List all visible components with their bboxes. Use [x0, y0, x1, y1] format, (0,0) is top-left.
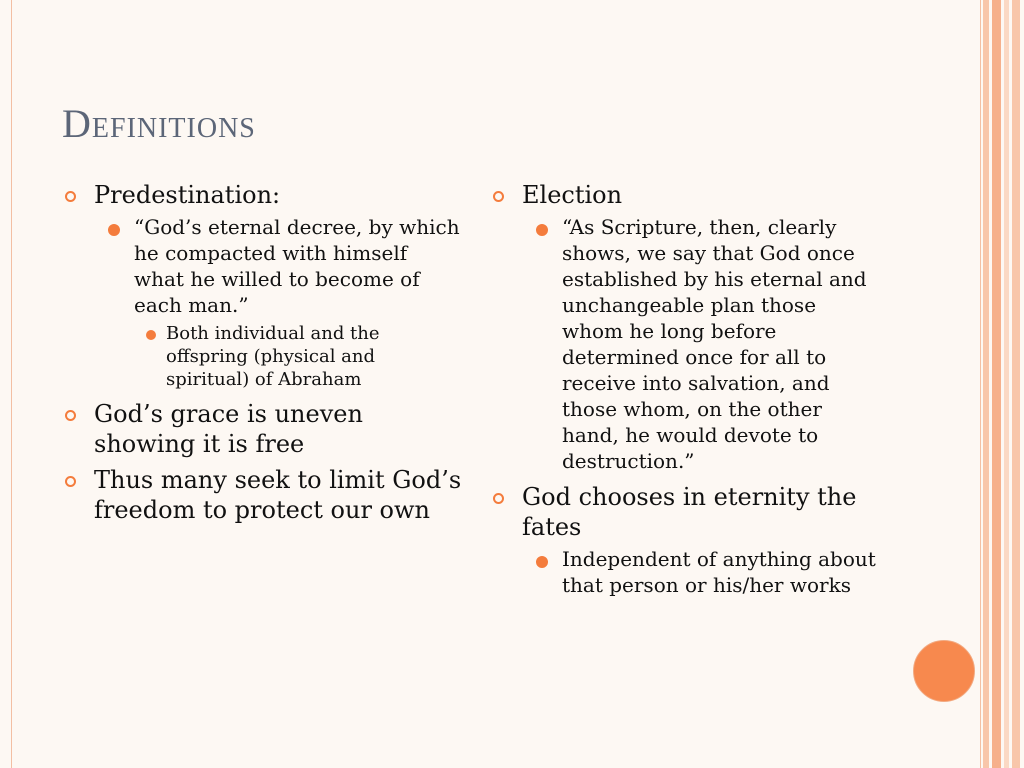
circle-bullet-icon — [146, 330, 156, 340]
slide-title: Definitions — [62, 101, 256, 146]
bullet-text: God chooses in eternity the fates — [522, 483, 857, 541]
circle-bullet-icon — [493, 493, 504, 504]
bullet-text: God’s grace is uneven showing it is free — [94, 400, 363, 458]
dot-bullet-icon — [108, 224, 120, 236]
dot-bullet-icon — [536, 224, 548, 236]
bullet-text: Independent of anything about that person or his/her works — [562, 547, 876, 597]
sub-list — [522, 214, 880, 474]
right-bullet-list — [490, 180, 880, 598]
list-item-predestination — [62, 180, 462, 391]
list-item-freedom — [62, 465, 462, 525]
bullet-text: “As Scripture, then, clearly shows, we say that God once established by his eternal and unchangeable plan those whom he long before determined once for all to receive into salvation, and those whom, on the other hand, he would devote to destruction.” — [562, 215, 867, 473]
circle-bullet-icon — [65, 191, 76, 202]
list-item-quote — [94, 214, 462, 391]
stripe-3 — [1004, 0, 1009, 768]
decorative-stripes — [981, 0, 1024, 768]
circle-bullet-icon — [65, 410, 76, 421]
list-item-fates — [490, 482, 880, 598]
left-column — [62, 180, 462, 531]
bullet-text: Predestination: — [94, 181, 281, 209]
sub-sub-list — [134, 322, 462, 391]
sub-list — [94, 214, 462, 391]
circle-bullet-icon — [493, 191, 504, 202]
stripe-2 — [992, 0, 1001, 768]
list-item-election — [490, 180, 880, 474]
left-bullet-list — [62, 180, 462, 525]
stripe-4 — [1012, 0, 1020, 768]
circle-bullet-icon — [65, 476, 76, 487]
decorative-circle — [913, 640, 975, 702]
bullet-text: Thus many seek to limit God’s freedom to protect our own — [94, 466, 462, 524]
list-item-independent — [522, 546, 880, 598]
list-item-scripture-quote — [522, 214, 880, 474]
right-column — [490, 180, 880, 606]
bullet-text: Election — [522, 181, 623, 209]
sub-list — [522, 546, 880, 598]
stripe-1 — [983, 0, 989, 768]
list-item-grace — [62, 399, 462, 459]
bullet-text: “God’s eternal decree, by which he compacted with himself what he willed to become of each man.” — [134, 215, 460, 317]
list-item-abraham — [134, 322, 462, 391]
bullet-text: Both individual and the offspring (physical and spiritual) of Abraham — [166, 323, 380, 390]
dot-bullet-icon — [536, 556, 548, 568]
